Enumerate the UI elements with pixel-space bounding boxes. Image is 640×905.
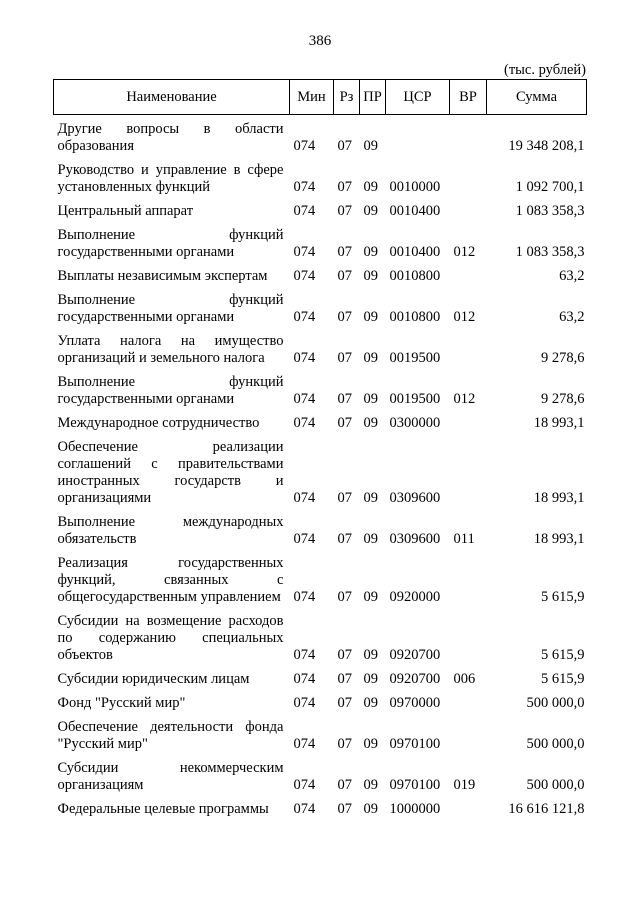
row-name-cell: Выплаты независимым экспертам [57, 268, 268, 284]
row-vr-cell: 012 [453, 309, 476, 325]
units-note: (тыс. рублей) [504, 62, 586, 78]
row-csr-cell: 0309600 [389, 490, 441, 506]
row-pr-cell: 09 [363, 415, 378, 431]
row-vr-cell [450, 115, 487, 156]
row-rz-cell: 07 [337, 490, 352, 506]
row-vr-cell: 011 [453, 531, 475, 547]
row-name-cell: Другие вопросы в области образования [57, 121, 284, 154]
table-row [54, 794, 587, 818]
row-pr-cell: 09 [363, 490, 378, 506]
row-sum-cell: 500 000,0 [526, 777, 585, 793]
row-pr-cell: 09 [363, 589, 378, 605]
row-pr-cell: 09 [363, 647, 378, 663]
row-vr-cell [450, 606, 487, 664]
row-csr-cell: 0970000 [389, 695, 441, 711]
header-name: Наименование [54, 80, 290, 115]
row-csr-cell: 0019500 [389, 350, 441, 366]
row-vr-cell [450, 548, 487, 606]
row-sum-cell: 18 993,1 [533, 531, 585, 547]
header-min: Мин [290, 80, 334, 115]
table-row [54, 606, 587, 664]
row-rz-cell: 07 [337, 736, 352, 752]
table-row [54, 367, 587, 408]
row-vr-cell [450, 261, 487, 285]
row-name-cell: Выполнение международных обязательств [57, 514, 284, 547]
row-name-cell: Федеральные целевые программы [57, 801, 269, 817]
row-min-cell: 074 [293, 138, 316, 154]
row-name-cell: Выполнение функций государственными органами [57, 374, 284, 407]
table-row [54, 220, 587, 261]
row-min-cell: 074 [293, 531, 316, 547]
row-csr-cell: 1000000 [389, 801, 441, 817]
header-pr: ПР [360, 80, 386, 115]
row-rz-cell: 07 [337, 777, 352, 793]
row-name-cell: Выполнение функций государственными органами [57, 227, 284, 260]
row-csr-cell: 0300000 [389, 415, 441, 431]
row-min-cell: 074 [293, 671, 316, 687]
row-name-cell: Субсидии на возмещение расходов по содержанию специальных объектов [57, 613, 284, 663]
table-row [54, 688, 587, 712]
row-sum-cell: 19 348 208,1 [508, 138, 585, 154]
row-rz-cell: 07 [337, 589, 352, 605]
row-vr-cell [450, 408, 487, 432]
row-min-cell: 074 [293, 309, 316, 325]
row-min-cell: 074 [293, 647, 316, 663]
row-rz-cell: 07 [337, 138, 352, 154]
row-csr-cell: 0010800 [389, 309, 441, 325]
row-sum-cell: 18 993,1 [533, 490, 585, 506]
row-vr-cell [450, 712, 487, 753]
row-pr-cell: 09 [363, 695, 378, 711]
table-header-row [54, 80, 587, 115]
row-csr-cell: 0970100 [389, 736, 441, 752]
row-csr-cell: 0920700 [389, 647, 441, 663]
row-min-cell: 074 [293, 490, 316, 506]
row-name-cell: Фонд "Русский мир" [57, 695, 186, 711]
row-pr-cell: 09 [363, 244, 378, 260]
row-min-cell: 074 [293, 415, 316, 431]
header-sum: Сумма [487, 80, 587, 115]
row-min-cell: 074 [293, 244, 316, 260]
row-name-cell: Реализация государственных функций, связанных с общегосударственным управлением [57, 555, 284, 605]
row-name-cell: Уплата налога на имущество организаций и земельного налога [57, 333, 284, 366]
row-name-cell: Международное сотрудничество [57, 415, 260, 431]
row-min-cell: 074 [293, 801, 316, 817]
row-rz-cell: 07 [337, 671, 352, 687]
row-min-cell: 074 [293, 179, 316, 195]
table-row [54, 507, 587, 548]
table-row [54, 712, 587, 753]
row-vr-cell [450, 196, 487, 220]
row-name-cell: Руководство и управление в сфере установленных функций [57, 162, 284, 195]
row-vr-cell: 006 [453, 671, 476, 687]
row-csr-cell: 0920000 [389, 589, 441, 605]
row-sum-cell: 9 278,6 [541, 350, 585, 366]
row-min-cell: 074 [293, 203, 316, 219]
row-rz-cell: 07 [337, 415, 352, 431]
row-sum-cell: 1 083 358,3 [515, 203, 585, 219]
table-row [54, 548, 587, 606]
table-row [54, 664, 587, 688]
row-pr-cell: 09 [363, 531, 378, 547]
row-csr-cell: 0920700 [389, 671, 441, 687]
row-pr-cell: 09 [363, 777, 378, 793]
row-rz-cell: 07 [337, 350, 352, 366]
row-csr-cell [386, 115, 450, 156]
row-rz-cell: 07 [337, 801, 352, 817]
row-rz-cell: 07 [337, 309, 352, 325]
row-csr-cell: 0010400 [389, 244, 441, 260]
row-pr-cell: 09 [363, 138, 378, 154]
row-rz-cell: 07 [337, 695, 352, 711]
row-vr-cell [450, 794, 487, 818]
row-vr-cell: 012 [453, 391, 476, 407]
row-pr-cell: 09 [363, 736, 378, 752]
row-rz-cell: 07 [337, 647, 352, 663]
row-csr-cell: 0010000 [389, 179, 441, 195]
table-row [54, 261, 587, 285]
row-name-cell: Субсидии некоммерческим организациям [57, 760, 284, 793]
row-min-cell: 074 [293, 777, 316, 793]
row-vr-cell [450, 155, 487, 196]
table-row [54, 196, 587, 220]
header-rz: Рз [334, 80, 360, 115]
header-csr: ЦСР [386, 80, 450, 115]
row-pr-cell: 09 [363, 801, 378, 817]
row-pr-cell: 09 [363, 268, 378, 284]
row-sum-cell: 63,2 [559, 309, 585, 325]
row-vr-cell [450, 688, 487, 712]
row-name-cell: Обеспечение реализации соглашений с правительствами иностранных государств и организациями [57, 439, 284, 506]
row-csr-cell: 0010800 [389, 268, 441, 284]
row-min-cell: 074 [293, 736, 316, 752]
row-name-cell: Выполнение функций государственными органами [57, 292, 284, 325]
row-csr-cell: 0010400 [389, 203, 441, 219]
row-name-cell: Центральный аппарат [57, 203, 194, 219]
row-rz-cell: 07 [337, 531, 352, 547]
header-vr: ВР [450, 80, 487, 115]
row-min-cell: 074 [293, 350, 316, 366]
row-sum-cell: 16 616 121,8 [508, 801, 585, 817]
row-name-cell: Обеспечение деятельности фонда "Русский мир" [57, 719, 284, 752]
table-row [54, 753, 587, 794]
row-sum-cell: 5 615,9 [541, 671, 585, 687]
row-min-cell: 074 [293, 268, 316, 284]
table-row [54, 115, 587, 156]
row-min-cell: 074 [293, 589, 316, 605]
row-sum-cell: 63,2 [559, 268, 585, 284]
row-csr-cell: 0309600 [389, 531, 441, 547]
table-row [54, 432, 587, 507]
page-number: 386 [308, 33, 332, 49]
row-sum-cell: 5 615,9 [541, 589, 585, 605]
row-vr-cell: 019 [453, 777, 476, 793]
row-sum-cell: 18 993,1 [533, 415, 585, 431]
row-rz-cell: 07 [337, 391, 352, 407]
row-sum-cell: 5 615,9 [541, 647, 585, 663]
row-vr-cell: 012 [453, 244, 476, 260]
row-rz-cell: 07 [337, 244, 352, 260]
row-sum-cell: 500 000,0 [526, 695, 585, 711]
table-row [54, 155, 587, 196]
row-csr-cell: 0970100 [389, 777, 441, 793]
table-row [54, 285, 587, 326]
row-sum-cell: 1 092 700,1 [515, 179, 585, 195]
row-rz-cell: 07 [337, 179, 352, 195]
row-pr-cell: 09 [363, 179, 378, 195]
row-pr-cell: 09 [363, 309, 378, 325]
row-sum-cell: 500 000,0 [526, 736, 585, 752]
row-sum-cell: 9 278,6 [541, 391, 585, 407]
row-csr-cell: 0019500 [389, 391, 441, 407]
row-pr-cell: 09 [363, 671, 378, 687]
row-pr-cell: 09 [363, 350, 378, 366]
budget-table [53, 79, 587, 818]
row-min-cell: 074 [293, 695, 316, 711]
row-pr-cell: 09 [363, 391, 378, 407]
row-rz-cell: 07 [337, 268, 352, 284]
row-vr-cell [450, 432, 487, 507]
row-rz-cell: 07 [337, 203, 352, 219]
row-min-cell: 074 [293, 391, 316, 407]
row-vr-cell [450, 326, 487, 367]
table-row [54, 408, 587, 432]
row-sum-cell: 1 083 358,3 [515, 244, 585, 260]
row-pr-cell: 09 [363, 203, 378, 219]
row-name-cell: Субсидии юридическим лицам [57, 671, 250, 687]
table-row [54, 326, 587, 367]
